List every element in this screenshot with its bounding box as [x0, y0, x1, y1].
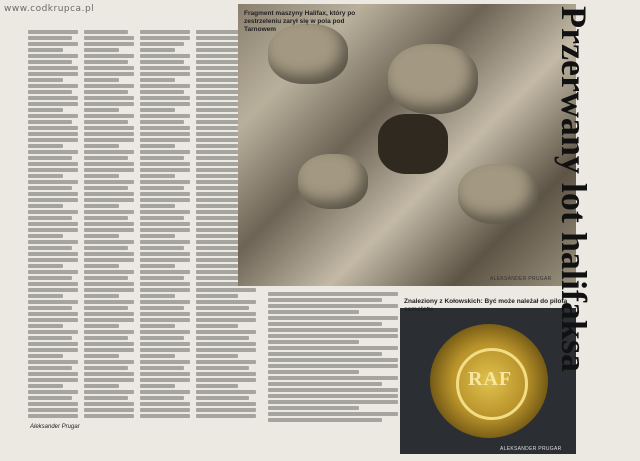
- badge-text: RAF: [468, 368, 513, 390]
- photo2-caption: Znaleziony z Kołowskich: Być może należał do pilota samolotu: [404, 298, 568, 313]
- text-column: [84, 28, 134, 426]
- photo2-credit: ALEKSANDER PRUGAR: [500, 446, 562, 452]
- watermark: www.codkrupca.pl: [4, 4, 95, 14]
- byline: Aleksander Prugar: [30, 424, 80, 430]
- raf-badge-icon: [430, 324, 548, 438]
- photo1-credit: ALEKSANDER PRUGAR: [490, 276, 552, 282]
- text-column: [140, 28, 190, 426]
- headline: Przerwany lot halifaksa: [554, 6, 594, 372]
- photo1-caption: Fragment maszyny Halifax, który po zestrzeleniu zarył się w pola pod Tarnowem: [244, 10, 356, 33]
- badge-photo: [400, 308, 576, 454]
- wreckage-photo: [238, 4, 576, 286]
- text-column: [268, 290, 398, 426]
- text-column: [28, 28, 78, 426]
